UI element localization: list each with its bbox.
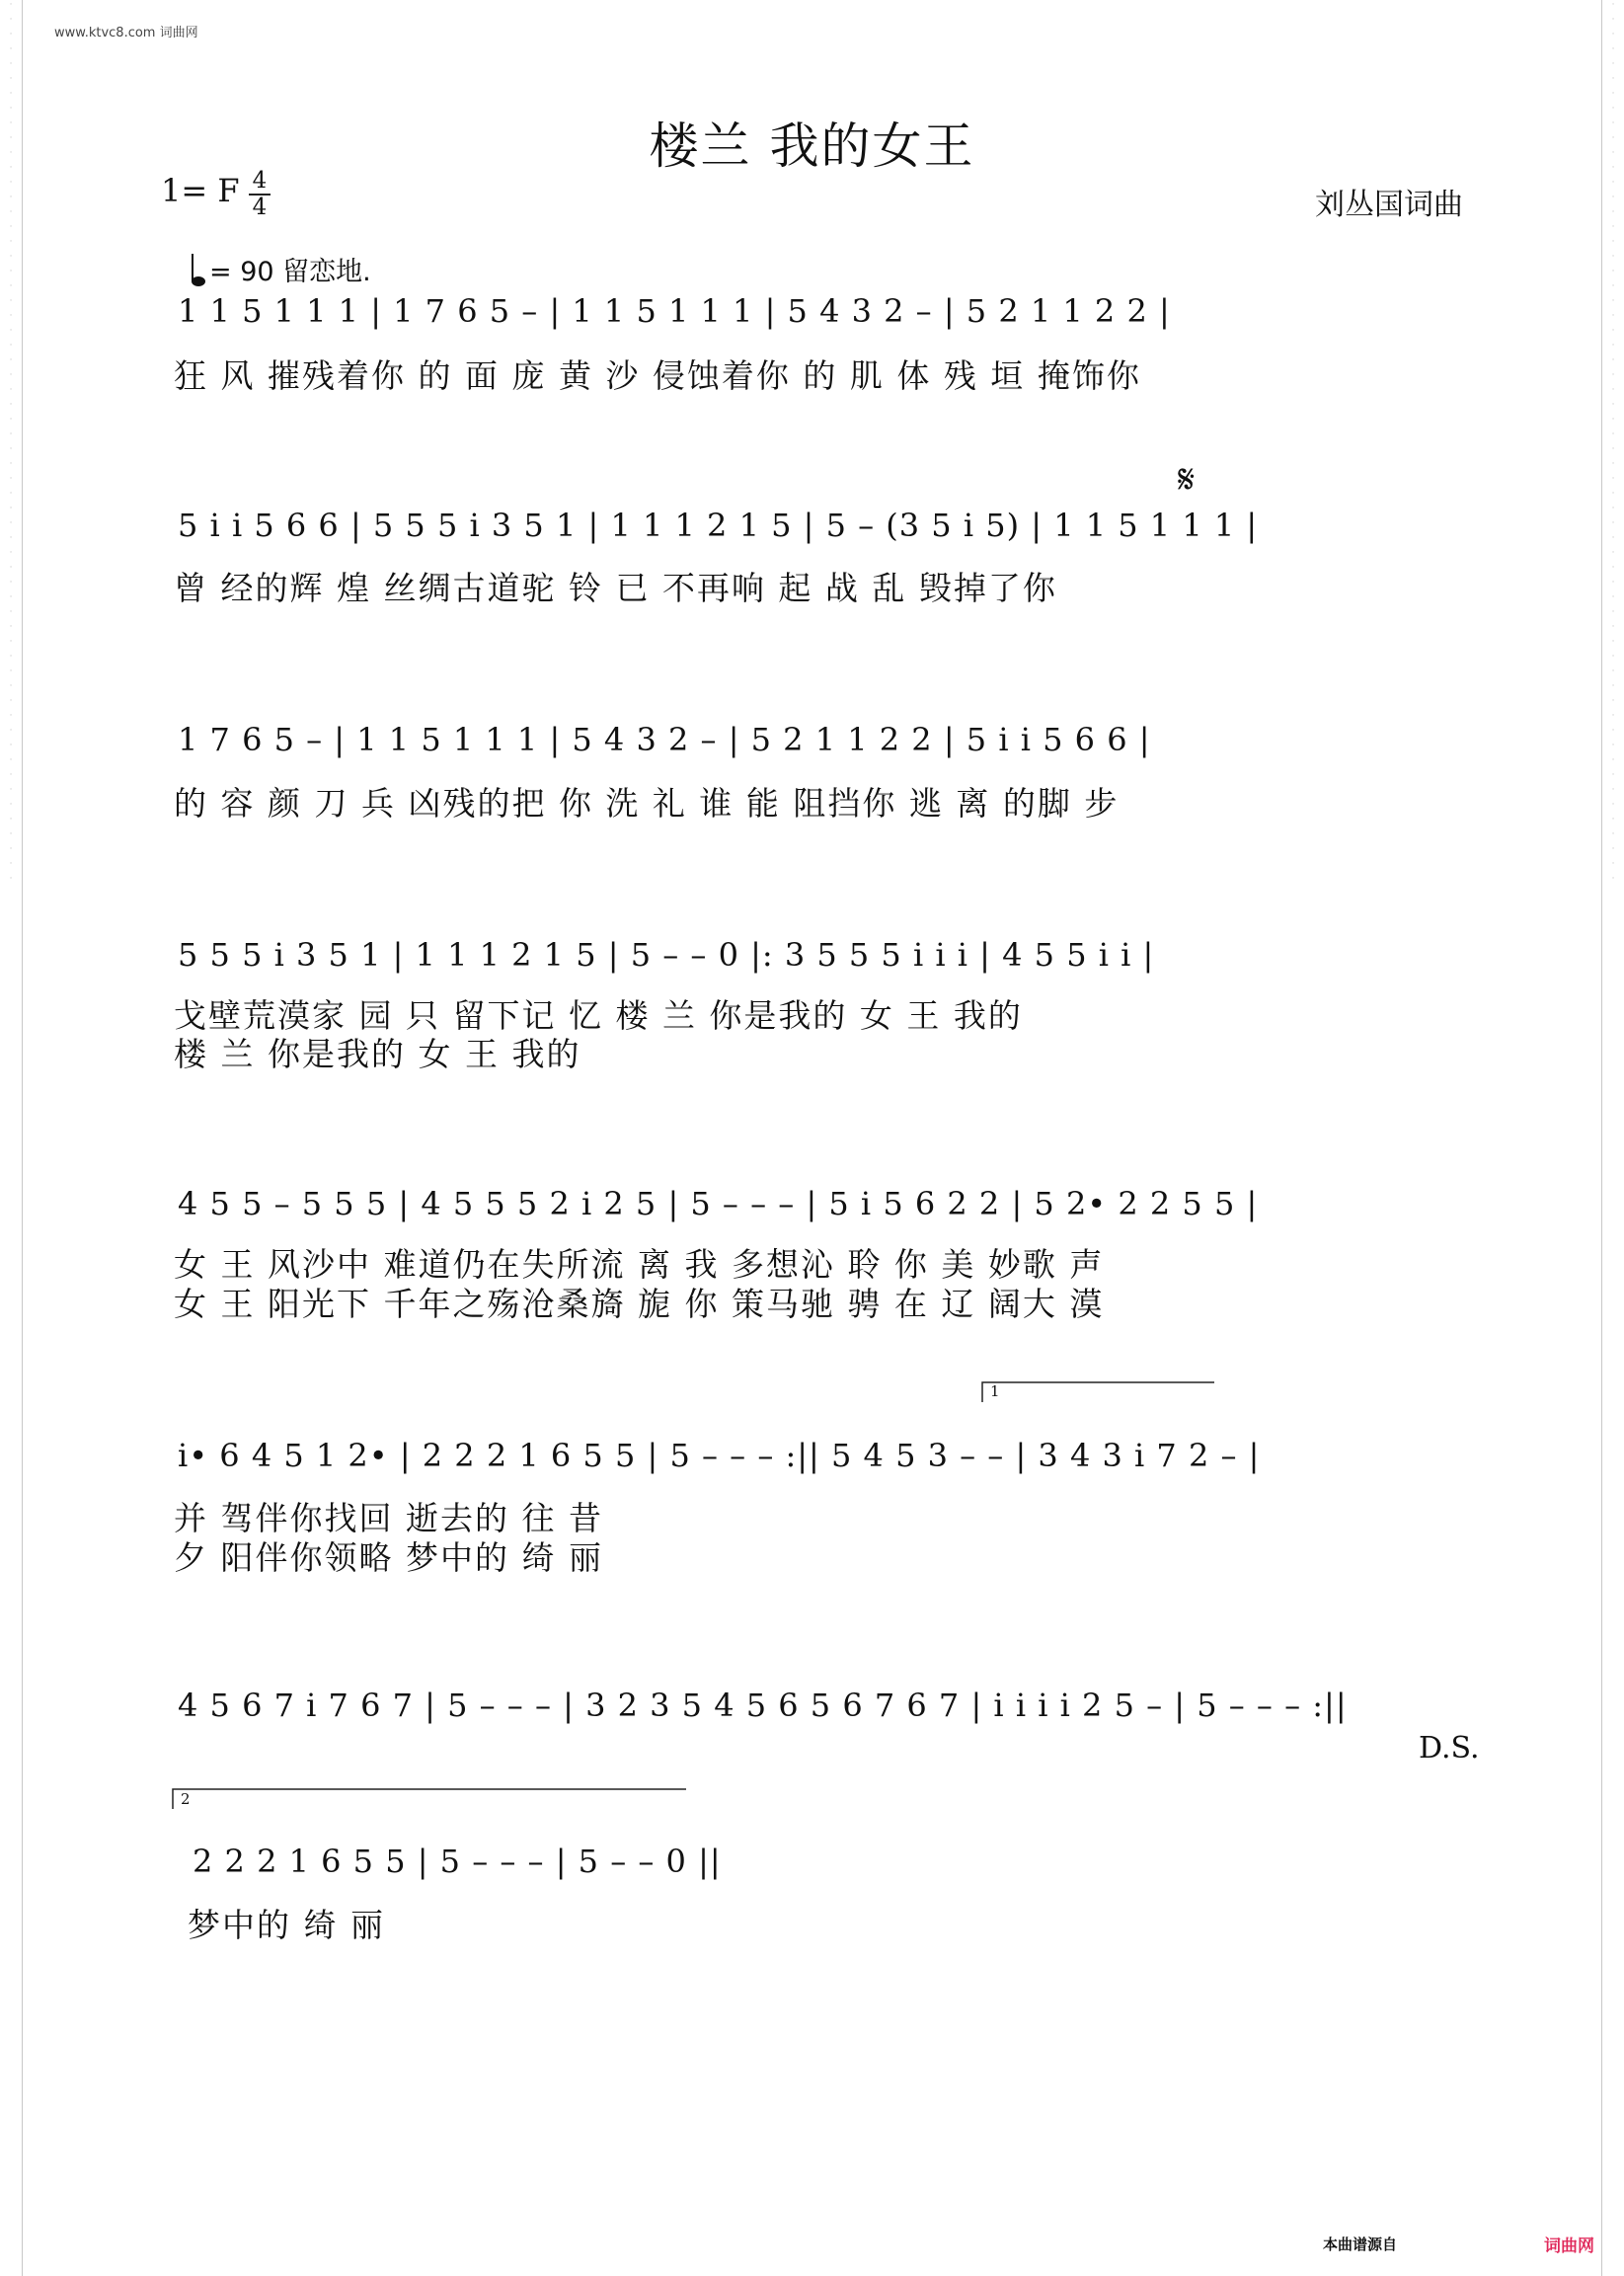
watermark-glyph: · bbox=[9, 815, 13, 824]
watermark-glyph: · bbox=[9, 489, 13, 499]
footer-brand: 词曲网 bbox=[1544, 2237, 1594, 2256]
watermark-glyph: · bbox=[1611, 193, 1615, 202]
watermark-glyph: · bbox=[9, 533, 13, 543]
notes-line-2: 5 i i 5 6 6 | 5 5 5 i 3 5 1 | 1 1 1 2 1 5 | 5 – (3 5 i 5) | 1 1 5 1 1 1 | bbox=[178, 507, 1259, 544]
watermark-glyph: · bbox=[1611, 770, 1615, 780]
lyrics-line-4: 戈壁荒漠家 园 只 留下记 忆 楼 兰 你是我的 女 王 我的 bbox=[174, 996, 1023, 1035]
notes-line-3: 1 7 6 5 – | 1 1 5 1 1 1 | 5 4 3 2 – | 5 2 1 1 2 2 | 5 i i 5 6 6 | bbox=[178, 721, 1151, 758]
watermark-glyph: · bbox=[9, 163, 13, 173]
lyrics-line-6b: 夕 阳伴你领略 梦中的 绮 丽 bbox=[174, 1538, 603, 1577]
watermark-glyph: · bbox=[9, 385, 13, 395]
watermark-glyph: · bbox=[1611, 518, 1615, 528]
watermark-glyph: · bbox=[9, 311, 13, 321]
watermark-glyph: · bbox=[9, 592, 13, 602]
watermark-glyph: · bbox=[1611, 178, 1615, 188]
watermark-glyph: · bbox=[1611, 578, 1615, 588]
tempo-marking: = 90 留恋地. bbox=[209, 257, 371, 287]
watermark-glyph: · bbox=[9, 637, 13, 647]
notes-line-5: 4 5 5 – 5 5 5 | 4 5 5 5 2 i 2 5 | 5 – – – | 5 i 5 6 2 2 | 5 2• 2 2 5 5 | bbox=[178, 1185, 1259, 1222]
watermark-glyph: · bbox=[1611, 222, 1615, 232]
watermark-glyph: · bbox=[9, 222, 13, 232]
volta-1-label: 1 bbox=[990, 1382, 1000, 1400]
lyrics-line-3: 的 容 颜 刀 兵 凶残的把 你 洗 礼 谁 能 阻挡你 逃 离 的脚 步 bbox=[174, 784, 1120, 823]
watermark-glyph: · bbox=[9, 474, 13, 484]
watermark-glyph: · bbox=[9, 829, 13, 839]
watermark-glyph: · bbox=[9, 326, 13, 336]
watermark-glyph: · bbox=[9, 193, 13, 202]
watermark-glyph: · bbox=[9, 504, 13, 513]
watermark-glyph: · bbox=[9, 44, 13, 54]
watermark-glyph: · bbox=[1611, 829, 1615, 839]
time-signature-top: 4 bbox=[252, 168, 268, 194]
watermark-glyph: · bbox=[1611, 711, 1615, 721]
watermark-glyph: · bbox=[1611, 474, 1615, 484]
watermark-glyph: · bbox=[9, 518, 13, 528]
notes-line-8: 2 2 2 1 6 5 5 | 5 – – – | 5 – – 0 || bbox=[193, 1843, 722, 1880]
watermark-glyph: · bbox=[9, 696, 13, 706]
watermark-glyph: · bbox=[9, 578, 13, 588]
lyrics-line-6: 并 驾伴你找回 逝去的 往 昔 bbox=[174, 1499, 603, 1537]
watermark-glyph: · bbox=[9, 341, 13, 351]
watermark-glyph: · bbox=[1611, 89, 1615, 99]
watermark-glyph: · bbox=[9, 548, 13, 558]
watermark-glyph: · bbox=[1611, 548, 1615, 558]
watermark-glyph: · bbox=[9, 770, 13, 780]
key-signature: 1= F bbox=[161, 172, 240, 209]
watermark-glyph: · bbox=[1611, 74, 1615, 84]
watermark-glyph: · bbox=[1611, 444, 1615, 454]
watermark-glyph: · bbox=[9, 104, 13, 114]
watermark-glyph: · bbox=[9, 755, 13, 765]
watermark-glyph: · bbox=[1611, 30, 1615, 39]
watermark-glyph: · bbox=[1611, 607, 1615, 617]
watermark-glyph: · bbox=[1611, 252, 1615, 262]
watermark-glyph: · bbox=[9, 267, 13, 276]
watermark-glyph: · bbox=[9, 607, 13, 617]
watermark-glyph: · bbox=[9, 800, 13, 810]
watermark-glyph: · bbox=[1611, 148, 1615, 158]
song-title: 楼兰 我的女王 bbox=[649, 118, 975, 175]
watermark-glyph: · bbox=[1611, 430, 1615, 439]
watermark-glyph: · bbox=[1611, 104, 1615, 114]
time-signature-bottom: 4 bbox=[252, 195, 268, 220]
watermark-glyph: · bbox=[9, 237, 13, 247]
lyrics-line-8: 梦中的 绮 丽 bbox=[188, 1906, 385, 1944]
watermark-glyph: · bbox=[1611, 459, 1615, 469]
watermark-glyph: · bbox=[1611, 489, 1615, 499]
watermark-glyph: · bbox=[1611, 755, 1615, 765]
watermark-glyph: · bbox=[9, 444, 13, 454]
watermark-glyph: · bbox=[1611, 296, 1615, 306]
site-url: www.ktvc8.com 词曲网 bbox=[54, 26, 198, 40]
notes-line-6: i• 6 4 5 1 2• | 2 2 2 1 6 5 5 | 5 – – – :|| 5 4 5 3 – – | 3 4 3 i 7 2 – | bbox=[178, 1437, 1261, 1474]
watermark-glyph: · bbox=[9, 622, 13, 632]
footer-source: 本曲谱源自 bbox=[1322, 2236, 1397, 2253]
watermark-glyph: · bbox=[9, 252, 13, 262]
watermark-glyph: · bbox=[9, 370, 13, 380]
watermark-glyph: · bbox=[1611, 800, 1615, 810]
watermark-glyph: · bbox=[9, 681, 13, 691]
watermark-glyph: · bbox=[9, 15, 13, 25]
watermark-glyph: · bbox=[1611, 267, 1615, 276]
watermark-glyph: · bbox=[1611, 44, 1615, 54]
watermark-glyph: · bbox=[9, 59, 13, 69]
lyrics-line-2: 曾 经的辉 煌 丝绸古道驼 铃 已 不再响 起 战 乱 毁掉了你 bbox=[174, 569, 1057, 607]
notes-line-7: 4 5 6 7 i 7 6 7 | 5 – – – | 3 2 3 5 4 5 6 5 6 7 6 7 | i i i i 2 5 – | 5 – – – :|| bbox=[178, 1687, 1348, 1724]
watermark-glyph: · bbox=[1611, 667, 1615, 676]
watermark-glyph: · bbox=[9, 563, 13, 573]
watermark-glyph: · bbox=[9, 207, 13, 217]
watermark-glyph: · bbox=[1611, 133, 1615, 143]
watermark-glyph: · bbox=[1611, 0, 1615, 10]
watermark-glyph: · bbox=[1611, 341, 1615, 351]
watermark-glyph: · bbox=[9, 785, 13, 795]
watermark-glyph: · bbox=[1611, 355, 1615, 365]
watermark-glyph: · bbox=[1611, 118, 1615, 128]
watermark-glyph: · bbox=[9, 415, 13, 425]
watermark-glyph: · bbox=[9, 296, 13, 306]
watermark-glyph: · bbox=[1611, 59, 1615, 69]
watermark-glyph: · bbox=[1611, 815, 1615, 824]
watermark-glyph: · bbox=[9, 400, 13, 410]
watermark-glyph: · bbox=[1611, 696, 1615, 706]
segno-sign: 𝄋 bbox=[1178, 457, 1196, 503]
lyrics-line-4b: 楼 兰 你是我的 女 王 我的 bbox=[174, 1035, 581, 1073]
watermark-glyph: · bbox=[1611, 15, 1615, 25]
watermark-glyph: · bbox=[9, 430, 13, 439]
watermark-glyph: · bbox=[9, 711, 13, 721]
watermark-glyph: · bbox=[9, 133, 13, 143]
watermark-glyph: · bbox=[1611, 533, 1615, 543]
watermark-glyph: · bbox=[1611, 504, 1615, 513]
watermark-glyph: · bbox=[9, 844, 13, 854]
watermark-glyph: · bbox=[1611, 400, 1615, 410]
watermark-glyph: · bbox=[9, 459, 13, 469]
watermark-glyph: · bbox=[1611, 281, 1615, 291]
watermark-glyph: · bbox=[9, 726, 13, 736]
watermark-glyph: · bbox=[9, 741, 13, 750]
notes-line-4: 5 5 5 i 3 5 1 | 1 1 1 2 1 5 | 5 – – 0 |: 3 5 5 5 i i i | 4 5 5 i i | bbox=[178, 936, 1155, 974]
lyrics-line-5b: 女 王 阳光下 千年之殇沧桑旖 旎 你 策马驰 骋 在 辽 阔大 漠 bbox=[174, 1285, 1105, 1323]
watermark-glyph: · bbox=[9, 652, 13, 662]
watermark-glyph: · bbox=[9, 30, 13, 39]
watermark-glyph: · bbox=[1611, 370, 1615, 380]
watermark-glyph: · bbox=[9, 148, 13, 158]
watermark-glyph: · bbox=[1611, 622, 1615, 632]
watermark-glyph: · bbox=[1611, 859, 1615, 869]
watermark-glyph: · bbox=[1611, 237, 1615, 247]
watermark-glyph: · bbox=[9, 859, 13, 869]
watermark-glyph: · bbox=[1611, 652, 1615, 662]
watermark-glyph: · bbox=[1611, 844, 1615, 854]
watermark-glyph: · bbox=[9, 667, 13, 676]
watermark-glyph: · bbox=[9, 74, 13, 84]
watermark-glyph: · bbox=[1611, 415, 1615, 425]
dal-segno: D.S. bbox=[1419, 1731, 1480, 1766]
notes-line-1: 1 1 5 1 1 1 | 1 7 6 5 – | 1 1 5 1 1 1 | 5 4 3 2 – | 5 2 1 1 2 2 | bbox=[178, 292, 1171, 330]
lyrics-line-5: 女 王 风沙中 难道仍在失所流 离 我 多想沁 聆 你 美 妙歌 声 bbox=[174, 1245, 1105, 1284]
watermark-glyph: · bbox=[9, 118, 13, 128]
watermark-glyph: · bbox=[1611, 637, 1615, 647]
watermark-glyph: · bbox=[1611, 726, 1615, 736]
watermark-glyph: · bbox=[9, 355, 13, 365]
watermark-glyph: · bbox=[9, 281, 13, 291]
watermark-glyph: · bbox=[9, 874, 13, 884]
watermark-glyph: · bbox=[1611, 311, 1615, 321]
watermark-glyph: · bbox=[1611, 592, 1615, 602]
watermark-glyph: · bbox=[1611, 874, 1615, 884]
watermark-glyph: · bbox=[1611, 563, 1615, 573]
watermark-glyph: · bbox=[1611, 385, 1615, 395]
volta-2-label: 2 bbox=[181, 1790, 191, 1808]
watermark-glyph: · bbox=[9, 178, 13, 188]
watermark-glyph: · bbox=[1611, 741, 1615, 750]
credit: 刘丛国词曲 bbox=[1315, 188, 1463, 222]
watermark-glyph: · bbox=[9, 0, 13, 10]
watermark-glyph: · bbox=[1611, 785, 1615, 795]
watermark-glyph: · bbox=[1611, 326, 1615, 336]
watermark-glyph: · bbox=[1611, 681, 1615, 691]
lyrics-line-1: 狂 风 摧残着你 的 面 庞 黄 沙 侵蚀着你 的 肌 体 残 垣 掩饰你 bbox=[174, 356, 1141, 395]
watermark-glyph: · bbox=[1611, 207, 1615, 217]
watermark-glyph: · bbox=[9, 89, 13, 99]
watermark-glyph: · bbox=[1611, 163, 1615, 173]
